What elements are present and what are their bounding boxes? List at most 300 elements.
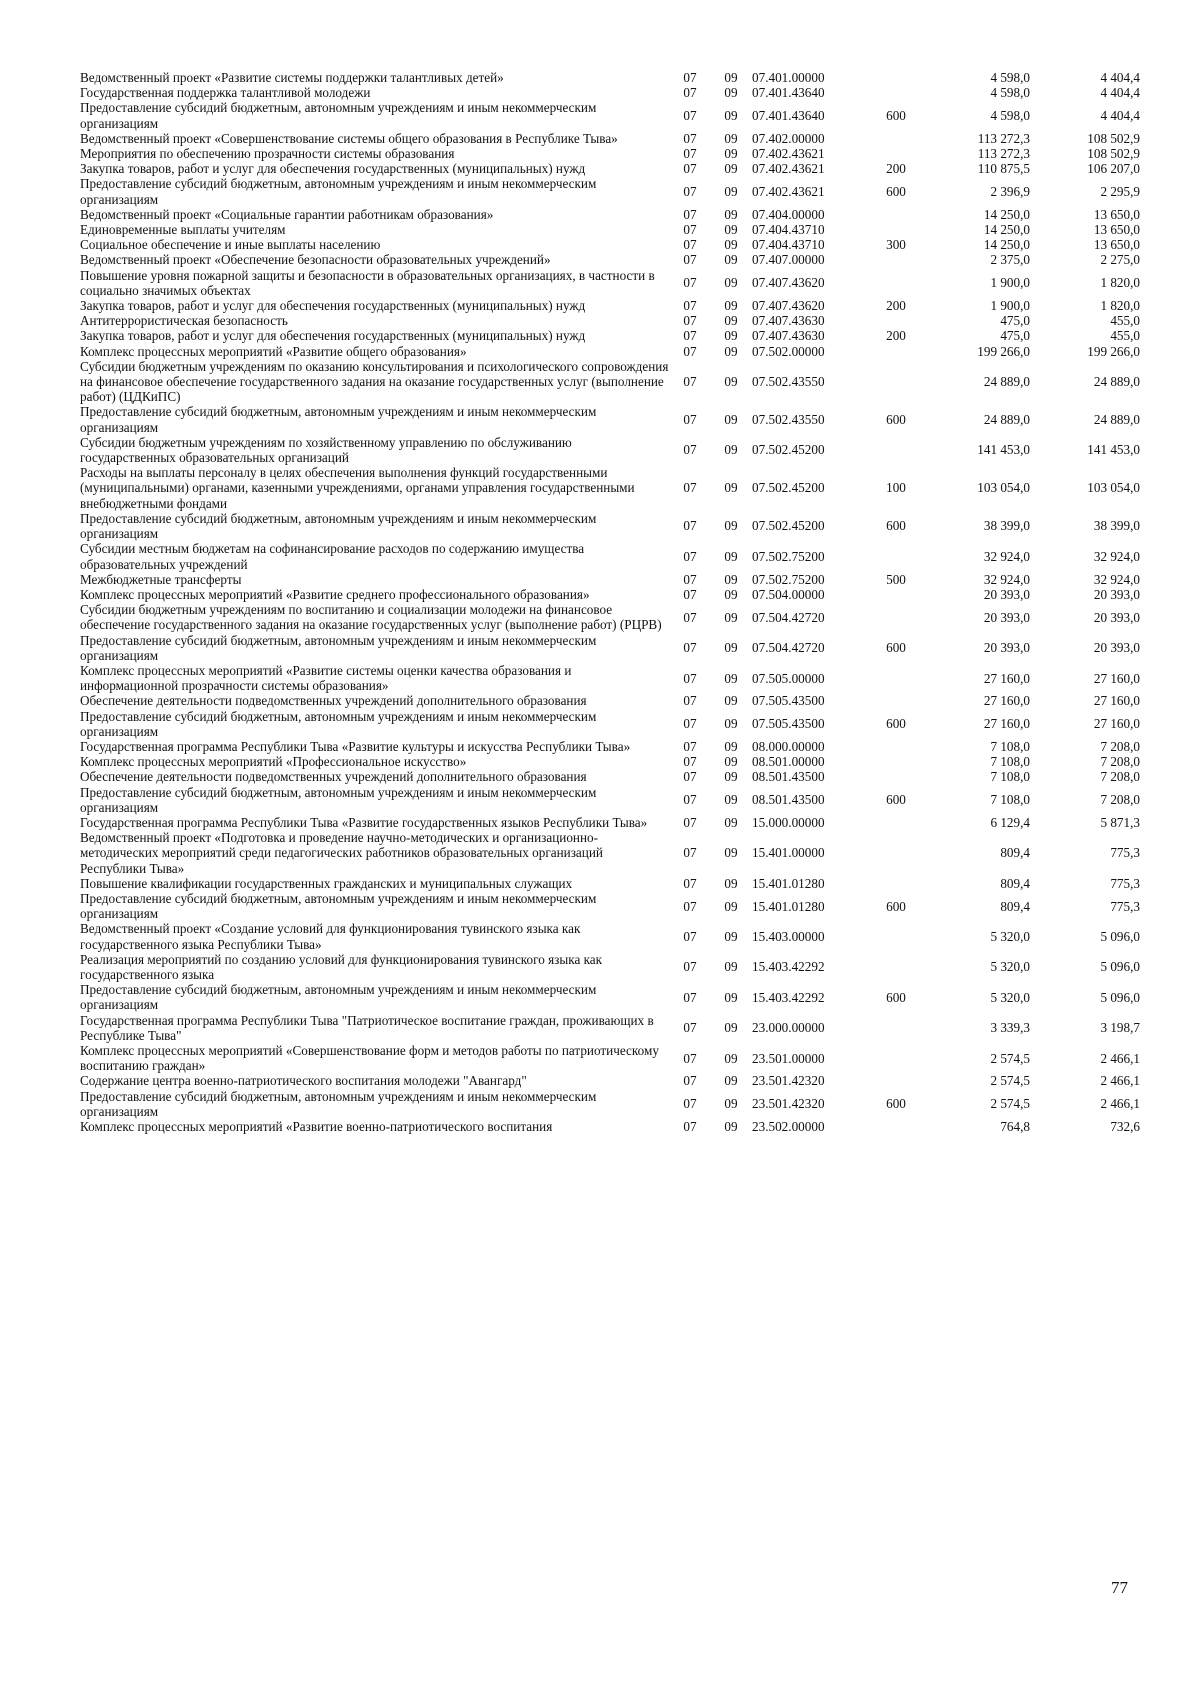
row-amount-year-1: 4 598,0 bbox=[990, 108, 1030, 123]
table-row bbox=[80, 222, 1140, 237]
row-amount-year-2: 455,0 bbox=[1110, 328, 1140, 344]
row-name: Ведомственный проект «Подготовка и проведение научно-методических и организационно-методических мероприятий среди педагогических работников образовательных организаций Республики Тыва» bbox=[80, 830, 603, 876]
row-amount-year-1: 475,0 bbox=[1000, 328, 1030, 344]
row-amount-year-2: 20 393,0 bbox=[1093, 640, 1140, 656]
row-amount-year-2: 24 889,0 bbox=[1093, 412, 1140, 428]
table-row bbox=[80, 815, 1140, 830]
table-row bbox=[80, 100, 1140, 130]
row-amount-year-1: 4 598,0 bbox=[990, 70, 1030, 85]
row-expense-type bbox=[872, 146, 920, 161]
row-section-code: 07 bbox=[683, 1073, 697, 1089]
table-row bbox=[80, 1073, 1140, 1088]
row-expense-type bbox=[872, 952, 920, 982]
row-amount-year-1: 2 396,9 bbox=[990, 184, 1030, 200]
row-name: Предоставление субсидий бюджетным, автономным учреждениям и иным некоммерческим организациям bbox=[80, 1088, 597, 1119]
row-amount-year-2: 2 466,1 bbox=[1100, 1096, 1140, 1112]
row-amount-year-2: 141 453,0 bbox=[1087, 442, 1140, 458]
row-amount-year-2: 20 393,0 bbox=[1093, 586, 1140, 602]
row-amount-year-2: 775,3 bbox=[1110, 898, 1140, 914]
row-target-article: 07.502.45200 bbox=[752, 442, 825, 458]
table-row bbox=[80, 587, 1140, 602]
row-amount-year-1: 809,4 bbox=[1000, 898, 1030, 914]
row-subsection-code: 09 bbox=[724, 206, 738, 222]
row-expense-type bbox=[872, 693, 920, 708]
table-row bbox=[80, 541, 1140, 571]
row-target-article: 07.402.43621 bbox=[752, 184, 825, 200]
table-row bbox=[80, 921, 1140, 951]
row-amount-year-2: 199 266,0 bbox=[1087, 343, 1140, 359]
row-expense-type: 600 bbox=[886, 716, 906, 732]
row-expense-type bbox=[872, 602, 920, 632]
row-name: Закупка товаров, работ и услуг для обеспечения государственных (муниципальных) нужд bbox=[80, 161, 586, 177]
row-target-article: 15.401.01280 bbox=[752, 898, 825, 914]
row-subsection-code: 09 bbox=[724, 548, 738, 564]
table-row bbox=[80, 785, 1140, 815]
row-expense-type: 200 bbox=[886, 298, 906, 314]
row-subsection-code: 09 bbox=[724, 754, 738, 770]
row-section-code: 07 bbox=[683, 959, 697, 975]
row-name: Предоставление субсидий бюджетным, автономным учреждениям и иным некоммерческим организациям bbox=[80, 404, 597, 435]
table-row bbox=[80, 268, 1140, 298]
row-target-article: 08.501.43500 bbox=[752, 769, 825, 785]
row-subsection-code: 09 bbox=[724, 222, 738, 238]
row-name: Предоставление субсидий бюджетным, автономным учреждениям и иным некоммерческим организациям bbox=[80, 632, 597, 663]
row-expense-type bbox=[872, 70, 920, 85]
table-row bbox=[80, 739, 1140, 754]
row-target-article: 07.505.43500 bbox=[752, 693, 825, 709]
table-row bbox=[80, 207, 1140, 222]
row-target-article: 07.407.43620 bbox=[752, 298, 825, 314]
row-section-code: 07 bbox=[683, 130, 697, 146]
table-row bbox=[80, 709, 1140, 739]
row-section-code: 07 bbox=[683, 928, 697, 944]
row-expense-type: 600 bbox=[886, 989, 906, 1005]
row-amount-year-2: 38 399,0 bbox=[1093, 518, 1140, 534]
table-row bbox=[80, 876, 1140, 891]
row-target-article: 07.502.75200 bbox=[752, 548, 825, 564]
row-amount-year-1: 24 889,0 bbox=[983, 412, 1030, 428]
row-amount-year-1: 2 574,5 bbox=[990, 1096, 1030, 1112]
row-target-article: 07.401.43640 bbox=[752, 108, 825, 123]
row-name: Ведомственный проект «Обеспечение безопасности образовательных учреждений» bbox=[80, 252, 551, 268]
row-name: Предоставление субсидий бюджетным, автономным учреждениям и иным некоммерческим организациям bbox=[80, 100, 597, 131]
row-amount-year-1: 27 160,0 bbox=[983, 670, 1030, 686]
row-section-code: 07 bbox=[683, 571, 697, 587]
row-subsection-code: 09 bbox=[724, 275, 738, 291]
row-name: Предоставление субсидий бюджетным, автономным учреждениям и иным некоммерческим организациям bbox=[80, 890, 597, 922]
row-target-article: 15.401.01280 bbox=[752, 875, 825, 891]
row-section-code: 07 bbox=[683, 898, 697, 914]
row-expense-type bbox=[872, 1119, 920, 1134]
row-section-code: 07 bbox=[683, 640, 697, 656]
row-expense-type bbox=[872, 587, 920, 602]
row-amount-year-2: 5 871,3 bbox=[1100, 814, 1140, 830]
row-expense-type bbox=[872, 207, 920, 222]
table-row bbox=[80, 952, 1140, 982]
row-section-code: 07 bbox=[683, 222, 697, 238]
row-section-code: 07 bbox=[683, 769, 697, 785]
row-section-code: 07 bbox=[683, 1096, 697, 1112]
row-name: Предоставление субсидий бюджетным, автономным учреждениям и иным некоммерческим организациям bbox=[80, 784, 597, 815]
row-amount-year-1: 809,4 bbox=[1000, 875, 1030, 891]
row-name: Государственная поддержка талантливой молодежи bbox=[80, 85, 371, 101]
row-target-article: 15.403.42292 bbox=[752, 989, 825, 1005]
row-expense-type: 600 bbox=[886, 184, 906, 200]
row-expense-type bbox=[872, 830, 920, 876]
table-row bbox=[80, 146, 1140, 161]
row-subsection-code: 09 bbox=[724, 1119, 738, 1135]
row-target-article: 07.502.43550 bbox=[752, 412, 825, 428]
row-expense-type bbox=[872, 769, 920, 784]
row-name: Закупка товаров, работ и услуг для обеспечения государственных (муниципальных) нужд bbox=[80, 298, 586, 314]
row-amount-year-1: 20 393,0 bbox=[983, 586, 1030, 602]
row-target-article: 07.407.43620 bbox=[752, 275, 825, 291]
row-target-article: 23.501.42320 bbox=[752, 1096, 825, 1112]
row-subsection-code: 09 bbox=[724, 252, 738, 268]
row-expense-type bbox=[872, 1073, 920, 1088]
row-amount-year-2: 24 889,0 bbox=[1093, 374, 1140, 390]
row-expense-type bbox=[872, 344, 920, 359]
row-subsection-code: 09 bbox=[724, 237, 738, 253]
row-amount-year-1: 141 453,0 bbox=[977, 442, 1030, 458]
row-target-article: 07.504.42720 bbox=[752, 640, 825, 656]
row-expense-type: 600 bbox=[886, 640, 906, 656]
row-section-code: 07 bbox=[683, 1119, 697, 1135]
row-amount-year-2: 7 208,0 bbox=[1100, 792, 1140, 808]
row-target-article: 23.000.00000 bbox=[752, 1020, 825, 1036]
row-section-code: 07 bbox=[683, 275, 697, 291]
row-amount-year-2: 7 208,0 bbox=[1100, 754, 1140, 770]
row-target-article: 07.402.43621 bbox=[752, 146, 825, 162]
row-section-code: 07 bbox=[683, 184, 697, 200]
row-amount-year-2: 775,3 bbox=[1110, 845, 1140, 861]
row-expense-type bbox=[872, 222, 920, 237]
row-amount-year-1: 5 320,0 bbox=[990, 959, 1030, 975]
table-row bbox=[80, 435, 1140, 465]
row-subsection-code: 09 bbox=[724, 738, 738, 754]
row-section-code: 07 bbox=[683, 343, 697, 359]
row-target-article: 07.502.45200 bbox=[752, 518, 825, 534]
row-subsection-code: 09 bbox=[724, 442, 738, 458]
row-section-code: 07 bbox=[683, 670, 697, 686]
row-section-code: 07 bbox=[683, 609, 697, 625]
row-amount-year-1: 2 375,0 bbox=[990, 252, 1030, 268]
table-row bbox=[80, 237, 1140, 252]
row-amount-year-2: 2 466,1 bbox=[1100, 1050, 1140, 1066]
row-expense-type bbox=[872, 1013, 920, 1043]
table-row bbox=[80, 633, 1140, 663]
row-amount-year-1: 113 272,3 bbox=[977, 146, 1030, 162]
row-target-article: 07.502.43550 bbox=[752, 374, 825, 390]
row-expense-type: 600 bbox=[886, 898, 906, 914]
row-amount-year-1: 20 393,0 bbox=[983, 609, 1030, 625]
row-section-code: 07 bbox=[683, 586, 697, 602]
row-expense-type: 200 bbox=[886, 161, 906, 177]
row-amount-year-2: 13 650,0 bbox=[1093, 222, 1140, 238]
row-amount-year-2: 13 650,0 bbox=[1093, 237, 1140, 253]
row-target-article: 07.402.43621 bbox=[752, 161, 825, 177]
row-name: Содержание центра военно-патриотического воспитания молодежи "Авангард" bbox=[80, 1073, 527, 1089]
row-section-code: 07 bbox=[683, 298, 697, 314]
row-expense-type: 600 bbox=[886, 792, 906, 808]
table-row bbox=[80, 511, 1140, 541]
row-subsection-code: 09 bbox=[724, 670, 738, 686]
row-subsection-code: 09 bbox=[724, 609, 738, 625]
row-target-article: 15.000.00000 bbox=[752, 814, 825, 830]
row-amount-year-1: 3 339,3 bbox=[990, 1020, 1030, 1036]
row-section-code: 07 bbox=[683, 146, 697, 162]
row-subsection-code: 09 bbox=[724, 693, 738, 709]
row-amount-year-2: 32 924,0 bbox=[1093, 548, 1140, 564]
row-section-code: 07 bbox=[683, 480, 697, 496]
row-amount-year-1: 24 889,0 bbox=[983, 374, 1030, 390]
row-name: Предоставление субсидий бюджетным, автономным учреждениям и иным некоммерческим организациям bbox=[80, 982, 597, 1013]
row-amount-year-1: 199 266,0 bbox=[977, 343, 1030, 359]
row-section-code: 07 bbox=[683, 313, 697, 329]
row-name: Ведомственный проект «Развитие системы поддержки талантливых детей» bbox=[80, 70, 504, 85]
row-target-article: 15.403.42292 bbox=[752, 959, 825, 975]
row-expense-type bbox=[872, 663, 920, 693]
row-target-article: 08.000.00000 bbox=[752, 738, 825, 754]
row-subsection-code: 09 bbox=[724, 928, 738, 944]
table-row bbox=[80, 404, 1140, 434]
row-name: Закупка товаров, работ и услуг для обеспечения государственных (муниципальных) нужд bbox=[80, 328, 586, 344]
row-target-article: 15.403.00000 bbox=[752, 928, 825, 944]
row-expense-type bbox=[872, 359, 920, 405]
row-name: Повышение квалификации государственных гражданских и муниципальных служащих bbox=[80, 875, 573, 891]
row-amount-year-1: 4 598,0 bbox=[990, 85, 1030, 101]
row-target-article: 07.504.00000 bbox=[752, 586, 825, 602]
table-row bbox=[80, 830, 1140, 876]
row-name: Социальное обеспечение и иные выплаты населению bbox=[80, 237, 381, 253]
row-section-code: 07 bbox=[683, 845, 697, 861]
row-subsection-code: 09 bbox=[724, 328, 738, 344]
row-amount-year-1: 1 900,0 bbox=[990, 275, 1030, 291]
row-name: Комплекс процессных мероприятий «Совершенствование форм и методов работы по патриотическому воспитанию граждан» bbox=[80, 1043, 659, 1074]
row-amount-year-2: 108 502,9 bbox=[1087, 130, 1140, 146]
row-amount-year-2: 103 054,0 bbox=[1087, 480, 1140, 496]
row-expense-type: 100 bbox=[886, 480, 906, 496]
row-name: Межбюджетные трансферты bbox=[80, 571, 242, 587]
row-expense-type bbox=[872, 435, 920, 465]
row-subsection-code: 09 bbox=[724, 989, 738, 1005]
row-subsection-code: 09 bbox=[724, 343, 738, 359]
row-expense-type bbox=[872, 268, 920, 298]
row-amount-year-2: 7 208,0 bbox=[1100, 738, 1140, 754]
row-amount-year-1: 14 250,0 bbox=[983, 222, 1030, 238]
row-subsection-code: 09 bbox=[724, 898, 738, 914]
table-row bbox=[80, 161, 1140, 176]
row-section-code: 07 bbox=[683, 374, 697, 390]
table-row bbox=[80, 693, 1140, 708]
row-amount-year-1: 32 924,0 bbox=[983, 548, 1030, 564]
row-amount-year-2: 1 820,0 bbox=[1100, 275, 1140, 291]
row-target-article: 23.501.42320 bbox=[752, 1073, 825, 1089]
row-name: Ведомственный проект «Совершенствование системы общего образования в Республике Тыва» bbox=[80, 130, 618, 146]
row-name: Государственная программа Республики Тыва "Патриотическое воспитание граждан, проживающих в Республике Тыва" bbox=[80, 1012, 654, 1043]
row-name: Обеспечение деятельности подведомственных учреждений дополнительного образования bbox=[80, 769, 587, 785]
row-expense-type bbox=[872, 739, 920, 754]
row-subsection-code: 09 bbox=[724, 769, 738, 785]
row-target-article: 07.407.43630 bbox=[752, 328, 825, 344]
table-row bbox=[80, 982, 1140, 1012]
row-amount-year-1: 20 393,0 bbox=[983, 640, 1030, 656]
table-row bbox=[80, 85, 1140, 100]
row-subsection-code: 09 bbox=[724, 130, 738, 146]
row-section-code: 07 bbox=[683, 875, 697, 891]
row-name: Субсидии бюджетным учреждениям по хозяйственному управлению по обслуживанию государственных образовательных организаций bbox=[80, 434, 572, 466]
row-expense-type bbox=[872, 1043, 920, 1073]
row-amount-year-2: 732,6 bbox=[1110, 1119, 1140, 1135]
row-amount-year-1: 7 108,0 bbox=[990, 769, 1030, 785]
row-subsection-code: 09 bbox=[724, 1050, 738, 1066]
row-expense-type bbox=[872, 754, 920, 769]
table-row bbox=[80, 663, 1140, 693]
row-subsection-code: 09 bbox=[724, 845, 738, 861]
row-section-code: 07 bbox=[683, 518, 697, 534]
row-name: Комплекс процессных мероприятий «Развитие военно-патриотического воспитания bbox=[80, 1119, 553, 1135]
row-subsection-code: 09 bbox=[724, 640, 738, 656]
row-subsection-code: 09 bbox=[724, 1096, 738, 1112]
row-amount-year-1: 27 160,0 bbox=[983, 693, 1030, 709]
row-target-article: 07.502.45200 bbox=[752, 480, 825, 496]
table-row bbox=[80, 1013, 1140, 1043]
row-amount-year-2: 2 295,9 bbox=[1100, 184, 1140, 200]
table-row bbox=[80, 131, 1140, 146]
row-section-code: 07 bbox=[683, 693, 697, 709]
row-expense-type: 500 bbox=[886, 571, 906, 587]
row-section-code: 07 bbox=[683, 738, 697, 754]
row-amount-year-1: 2 574,5 bbox=[990, 1050, 1030, 1066]
row-target-article: 07.505.00000 bbox=[752, 670, 825, 686]
row-expense-type bbox=[872, 541, 920, 571]
row-name: Реализация мероприятий по созданию условий для функционирования тувинского языка как государственного языка bbox=[80, 951, 603, 982]
row-target-article: 07.504.42720 bbox=[752, 609, 825, 625]
row-target-article: 07.401.00000 bbox=[752, 70, 825, 85]
row-subsection-code: 09 bbox=[724, 1073, 738, 1089]
row-target-article: 07.402.00000 bbox=[752, 130, 825, 146]
row-target-article: 07.505.43500 bbox=[752, 716, 825, 732]
row-name: Субсидии местным бюджетам на софинансирование расходов по содержанию имущества образовательных учреждений bbox=[80, 541, 585, 572]
table-row bbox=[80, 344, 1140, 359]
table-row bbox=[80, 313, 1140, 328]
row-name: Ведомственный проект «Социальные гарантии работникам образования» bbox=[80, 206, 494, 222]
row-amount-year-1: 103 054,0 bbox=[977, 480, 1030, 496]
row-subsection-code: 09 bbox=[724, 146, 738, 162]
row-target-article: 07.404.00000 bbox=[752, 206, 825, 222]
table-row bbox=[80, 252, 1140, 267]
row-amount-year-1: 110 875,5 bbox=[977, 161, 1030, 177]
row-name: Единовременные выплаты учителям bbox=[80, 222, 286, 238]
row-amount-year-2: 27 160,0 bbox=[1093, 693, 1140, 709]
row-section-code: 07 bbox=[683, 412, 697, 428]
row-expense-type: 600 bbox=[886, 412, 906, 428]
row-subsection-code: 09 bbox=[724, 412, 738, 428]
row-subsection-code: 09 bbox=[724, 792, 738, 808]
row-amount-year-2: 455,0 bbox=[1110, 313, 1140, 329]
row-amount-year-2: 5 096,0 bbox=[1100, 989, 1140, 1005]
row-target-article: 08.501.00000 bbox=[752, 754, 825, 770]
row-amount-year-1: 2 574,5 bbox=[990, 1073, 1030, 1089]
row-amount-year-2: 5 096,0 bbox=[1100, 959, 1140, 975]
row-amount-year-1: 7 108,0 bbox=[990, 754, 1030, 770]
row-name: Расходы на выплаты персоналу в целях обеспечения выполнения функций государственными (муниципальными) органами, казенными учреждениями, органами управления государственными внебюджетными фондами bbox=[80, 465, 635, 511]
row-amount-year-2: 4 404,4 bbox=[1100, 108, 1140, 123]
row-section-code: 07 bbox=[683, 85, 697, 101]
row-subsection-code: 09 bbox=[724, 959, 738, 975]
table-row bbox=[80, 1043, 1140, 1073]
row-subsection-code: 09 bbox=[724, 298, 738, 314]
row-section-code: 07 bbox=[683, 1020, 697, 1036]
row-expense-type: 600 bbox=[886, 518, 906, 534]
row-amount-year-2: 106 207,0 bbox=[1087, 161, 1140, 177]
row-target-article: 23.502.00000 bbox=[752, 1119, 825, 1135]
row-subsection-code: 09 bbox=[724, 480, 738, 496]
row-amount-year-1: 1 900,0 bbox=[990, 298, 1030, 314]
row-name: Комплекс процессных мероприятий «Развитие общего образования» bbox=[80, 343, 467, 359]
row-expense-type: 300 bbox=[886, 237, 906, 253]
row-name: Комплекс процессных мероприятий «Развитие системы оценки качества образования и информационной прозрачности системы образования» bbox=[80, 662, 572, 694]
row-amount-year-2: 1 820,0 bbox=[1100, 298, 1140, 314]
row-section-code: 07 bbox=[683, 328, 697, 344]
row-target-article: 07.404.43710 bbox=[752, 237, 825, 253]
row-target-article: 15.401.00000 bbox=[752, 845, 825, 861]
table-row bbox=[80, 1119, 1140, 1134]
row-subsection-code: 09 bbox=[724, 1020, 738, 1036]
row-expense-type bbox=[872, 815, 920, 830]
row-expense-type bbox=[872, 921, 920, 951]
row-section-code: 07 bbox=[683, 548, 697, 564]
row-subsection-code: 09 bbox=[724, 70, 738, 85]
row-amount-year-2: 4 404,4 bbox=[1100, 85, 1140, 101]
table-row bbox=[80, 465, 1140, 511]
table-row bbox=[80, 328, 1140, 343]
row-amount-year-1: 38 399,0 bbox=[983, 518, 1030, 534]
row-amount-year-1: 7 108,0 bbox=[990, 792, 1030, 808]
row-amount-year-1: 764,8 bbox=[1000, 1119, 1030, 1135]
row-amount-year-2: 4 404,4 bbox=[1100, 70, 1140, 85]
row-section-code: 07 bbox=[683, 237, 697, 253]
row-target-article: 07.404.43710 bbox=[752, 222, 825, 238]
row-subsection-code: 09 bbox=[724, 313, 738, 329]
table-row bbox=[80, 298, 1140, 313]
row-name: Комплекс процессных мероприятий «Профессиональное искусство» bbox=[80, 754, 467, 770]
table-row bbox=[80, 769, 1140, 784]
table-row bbox=[80, 70, 1140, 85]
row-amount-year-2: 32 924,0 bbox=[1093, 571, 1140, 587]
row-amount-year-2: 775,3 bbox=[1110, 875, 1140, 891]
row-subsection-code: 09 bbox=[724, 586, 738, 602]
row-section-code: 07 bbox=[683, 754, 697, 770]
row-target-article: 07.502.75200 bbox=[752, 571, 825, 587]
row-expense-type bbox=[872, 876, 920, 891]
row-name: Предоставление субсидий бюджетным, автономным учреждениям и иным некоммерческим организациям bbox=[80, 708, 597, 739]
row-target-article: 07.407.00000 bbox=[752, 252, 825, 268]
row-amount-year-1: 14 250,0 bbox=[983, 237, 1030, 253]
table-row bbox=[80, 1089, 1140, 1119]
row-subsection-code: 09 bbox=[724, 518, 738, 534]
row-amount-year-1: 5 320,0 bbox=[990, 989, 1030, 1005]
row-subsection-code: 09 bbox=[724, 716, 738, 732]
row-amount-year-1: 113 272,3 bbox=[977, 130, 1030, 146]
table-row bbox=[80, 359, 1140, 405]
row-name: Ведомственный проект «Создание условий для функционирования тувинского языка как государственного языка Республики Тыва» bbox=[80, 921, 581, 952]
row-name: Комплекс процессных мероприятий «Развитие среднего профессионального образования» bbox=[80, 586, 590, 602]
row-subsection-code: 09 bbox=[724, 184, 738, 200]
row-amount-year-1: 7 108,0 bbox=[990, 738, 1030, 754]
table-row bbox=[80, 176, 1140, 206]
row-amount-year-2: 5 096,0 bbox=[1100, 928, 1140, 944]
